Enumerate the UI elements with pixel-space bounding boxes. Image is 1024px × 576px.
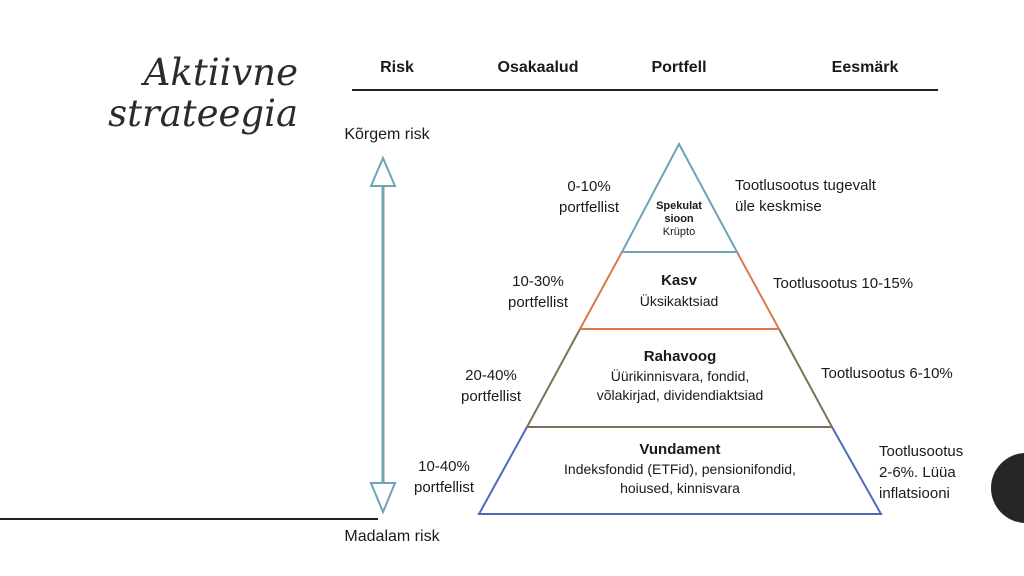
foundation-title: Vundament: [639, 441, 721, 458]
cashflow-title: Rahavoog: [643, 348, 717, 365]
growth-pct: [508, 271, 568, 313]
title-line-1: Aktiivne: [143, 51, 298, 94]
foundation-goal-2: 2-6%. Lüüa: [879, 464, 956, 481]
foundation-sub-2: hoiused, kinnisvara: [620, 480, 740, 496]
cashflow-pct: [461, 365, 521, 407]
header-asset-classes: Osakaalud: [497, 59, 579, 76]
growth-pct-1: 10-30%: [512, 273, 564, 290]
foundation-pct-1: 10-40%: [418, 458, 470, 475]
title-line-2: strateegia: [108, 92, 298, 135]
growth-label: [640, 272, 719, 311]
cashflow-pct-2: portfellist: [460, 388, 522, 405]
foundation-pct: [414, 456, 474, 498]
growth-title: Kasv: [661, 272, 697, 289]
foundation-pct-2: portfellist: [413, 479, 475, 496]
header-portfolio: Portfell: [651, 59, 707, 76]
cashflow-sub-2: võlakirjad, dividendiaktsiad: [596, 387, 764, 403]
speculation-title-2: sioon: [664, 213, 694, 225]
header-goal: Eesmärk: [831, 59, 899, 76]
risk-low-label: Madalam risk: [344, 528, 440, 545]
speculation-pct: [559, 176, 619, 218]
speculation-title-1: Spekulat: [656, 200, 702, 212]
growth-sub: Üksikaktsiad: [639, 293, 719, 309]
cashflow-goal-1: Tootlusootus 6-10%: [821, 365, 953, 382]
speculation-goal-2: üle keskmise: [735, 198, 822, 215]
speculation-pct-2: portfellist: [558, 199, 620, 216]
foundation-goal-1: Tootlusootus: [879, 443, 964, 460]
cashflow-sub-1: Üürikinnisvara, fondid,: [610, 368, 750, 384]
growth-goal-1: Tootlusootus 10-15%: [773, 275, 914, 292]
growth-goal: [773, 273, 913, 294]
foundation-goal-3: inflatsiooni: [879, 485, 950, 502]
foundation-label: [564, 441, 796, 498]
cashflow-pct-1: 20-40%: [465, 367, 517, 384]
header-risk: Risk: [380, 59, 414, 76]
speculation-goal: [735, 175, 876, 217]
cashflow-goal: [821, 363, 953, 384]
risk-high-label: Kõrgem risk: [344, 126, 430, 143]
cashflow-label: [597, 348, 764, 405]
speculation-pct-1: 0-10%: [567, 178, 611, 195]
foundation-sub-1: Indeksfondid (ETFid), pensionifondid,: [564, 461, 796, 477]
speculation-goal-1: Tootlusootus tugevalt: [735, 177, 876, 194]
speculation-sub: Krüpto: [662, 226, 696, 238]
speculation-label: [656, 200, 702, 239]
foundation-goal: [879, 441, 963, 504]
growth-pct-2: portfellist: [507, 294, 569, 311]
